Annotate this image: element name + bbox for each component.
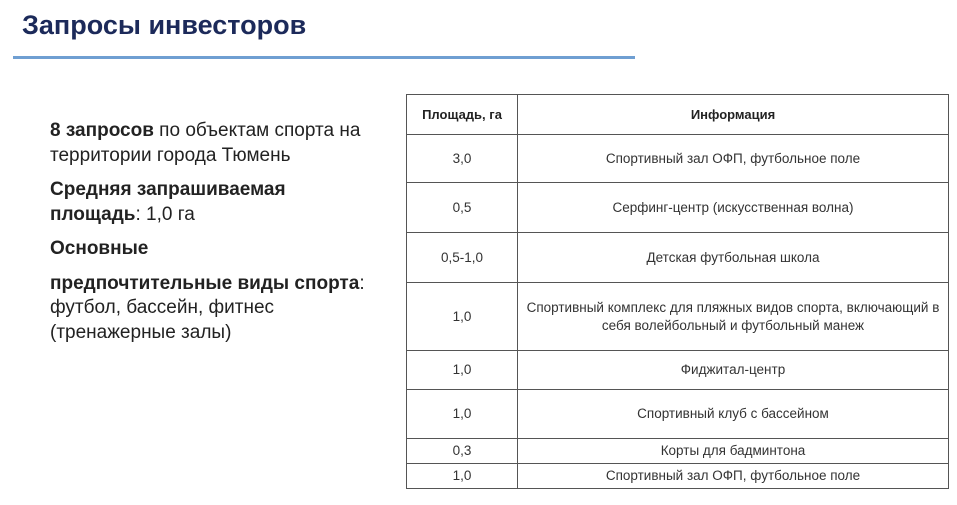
table-row (407, 439, 949, 464)
table-row (407, 135, 949, 183)
area-cell: 0,3 (407, 439, 518, 464)
sports-value: : футбол, бассейн, фитнес (тренажерные залы) (50, 272, 365, 343)
area-cell: 1,0 (407, 390, 518, 439)
area-cell: 3,0 (407, 135, 518, 183)
info-cell: Спортивный комплекс для пляжных видов спорта, включающий в себя волейбольный и футбольный манеж (518, 283, 949, 351)
area-cell: 0,5 (407, 183, 518, 233)
table-row (407, 233, 949, 283)
info-cell: Спортивный зал ОФП, футбольное поле (518, 135, 949, 183)
requests-count: 8 запросов (50, 120, 154, 141)
info-cell: Спортивный клуб с бассейном (518, 390, 949, 439)
summary-main (50, 237, 380, 262)
main-label: Основные (50, 238, 149, 259)
title-divider (13, 56, 635, 59)
info-cell: Спортивный зал ОФП, футбольное поле (518, 464, 949, 489)
table-row (407, 464, 949, 489)
area-cell: 0,5-1,0 (407, 233, 518, 283)
area-cell: 1,0 (407, 283, 518, 351)
info-cell: Корты для бадминтона (518, 439, 949, 464)
table-row (407, 183, 949, 233)
average-label: Средняя запрашиваемая площадь (50, 179, 286, 225)
requests-table (406, 94, 949, 489)
info-cell: Фиджитал-центр (518, 351, 949, 390)
table-row (407, 390, 949, 439)
header-info: Информация (518, 95, 949, 135)
area-cell: 1,0 (407, 464, 518, 489)
average-value: : 1,0 га (135, 203, 195, 225)
summary-sports (50, 272, 380, 346)
summary-requests (50, 119, 380, 168)
summary-text (50, 119, 380, 355)
requests-desc: по объектам спорта на территории города Тюмень (50, 120, 361, 166)
sports-label: предпочтительные виды спорта (50, 272, 360, 294)
summary-average (50, 178, 380, 227)
header-area: Площадь, га (407, 95, 518, 135)
table-row (407, 283, 949, 351)
area-cell: 1,0 (407, 351, 518, 390)
table-row (407, 351, 949, 390)
info-cell: Серфинг-центр (искусственная волна) (518, 183, 949, 233)
info-cell: Детская футбольная школа (518, 233, 949, 283)
slide-title: Запросы инвесторов (22, 10, 307, 40)
